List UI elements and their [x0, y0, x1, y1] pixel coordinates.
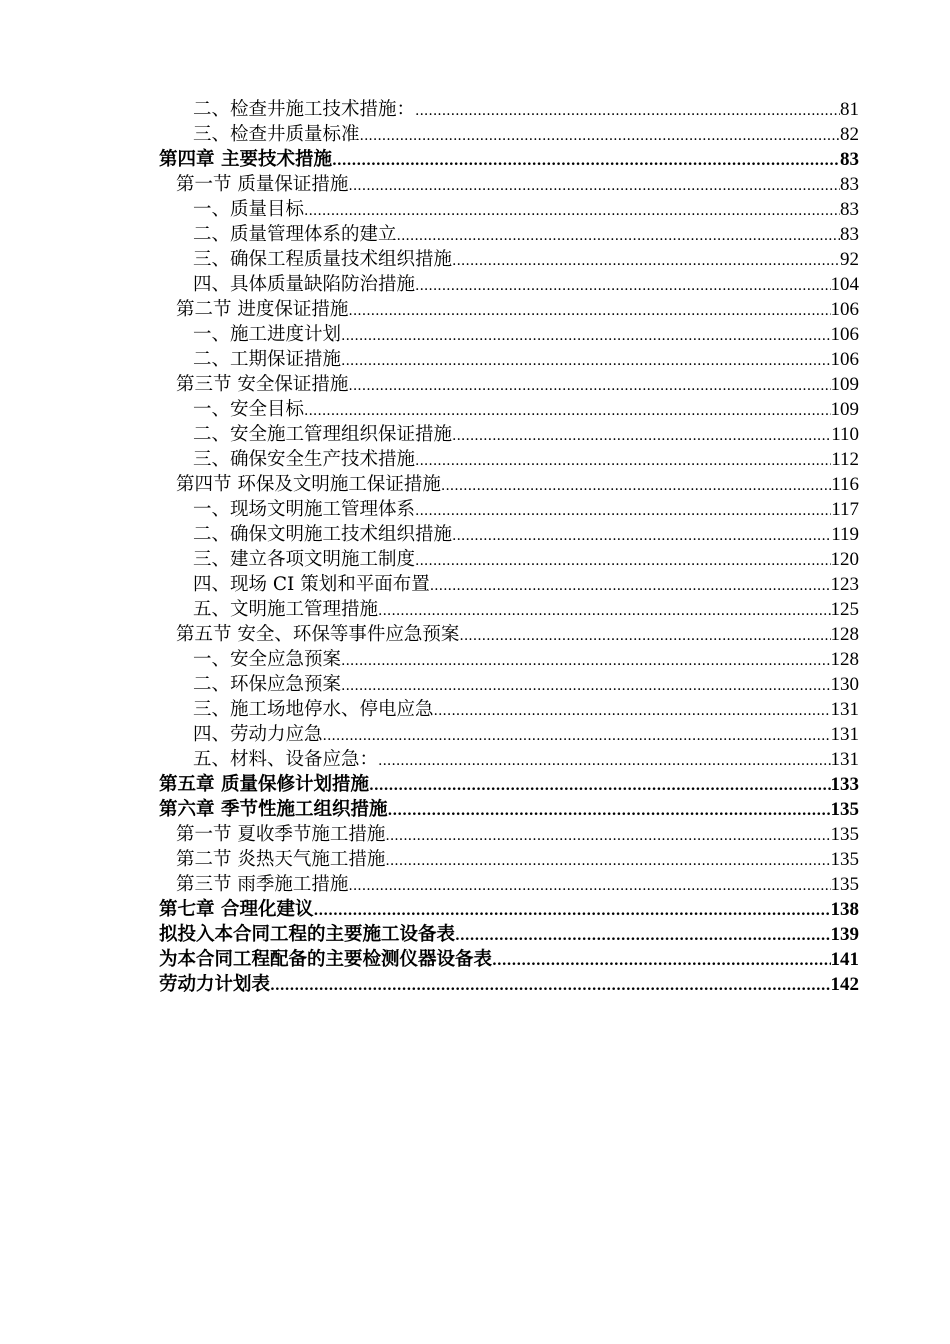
- toc-dot-leader: [492, 949, 830, 974]
- toc-entry-title: 第三节 安全保证措施: [176, 374, 349, 395]
- toc-entry-page-number: 92: [840, 249, 859, 270]
- toc-subsection-entry[interactable]: [159, 322, 859, 347]
- toc-dot-leader: [452, 524, 831, 549]
- toc-section-entry[interactable]: [159, 372, 859, 397]
- toc-entry-title: 五、材料、设备应急：: [193, 749, 379, 770]
- toc-entry-title: 四、具体质量缺陷防治措施: [193, 274, 416, 295]
- toc-dot-leader: [304, 199, 840, 224]
- toc-entry-page-number: 131: [830, 749, 859, 770]
- toc-subsection-entry[interactable]: [159, 697, 859, 722]
- toc-entry-title: 二、检查井施工技术措施：: [193, 99, 416, 120]
- toc-dot-leader: [459, 624, 830, 649]
- toc-entry-page-number: 133: [830, 774, 859, 795]
- toc-chapter-entry[interactable]: [159, 972, 859, 997]
- toc-entry-page-number: 119: [831, 524, 859, 545]
- toc-entry-title: 劳动力计划表: [159, 974, 271, 995]
- toc-entry-page-number: 135: [830, 874, 859, 895]
- toc-entry-page-number: 135: [830, 849, 859, 870]
- toc-dot-leader: [434, 699, 831, 724]
- toc-entry-page-number: 131: [830, 699, 859, 720]
- toc-entry-page-number: 130: [830, 674, 859, 695]
- toc-entry-page-number: 106: [830, 299, 859, 320]
- toc-dot-leader: [348, 374, 830, 399]
- toc-entry-title: 四、现场 CI 策划和平面布置: [193, 574, 430, 595]
- toc-chapter-entry[interactable]: [159, 797, 859, 822]
- toc-dot-leader: [313, 899, 830, 924]
- toc-entry-title: 第四章 主要技术措施: [159, 149, 332, 170]
- toc-entry-title: 第二节 进度保证措施: [176, 299, 349, 320]
- toc-entry-page-number: 141: [830, 949, 859, 970]
- toc-subsection-entry[interactable]: [159, 572, 859, 597]
- toc-dot-leader: [441, 474, 831, 499]
- toc-entry-page-number: 109: [830, 399, 859, 420]
- toc-entry-title: 第三节 雨季施工措施: [176, 874, 349, 895]
- toc-dot-leader: [348, 299, 830, 324]
- toc-dot-leader: [348, 874, 830, 899]
- toc-chapter-entry[interactable]: [159, 147, 859, 172]
- toc-section-entry[interactable]: [159, 822, 859, 847]
- toc-entry-title: 三、检查井质量标准: [193, 124, 360, 145]
- toc-entry-page-number: 125: [830, 599, 859, 620]
- toc-dot-leader: [341, 349, 830, 374]
- toc-entry-title: 一、施工进度计划: [193, 324, 342, 345]
- toc-dot-leader: [369, 774, 831, 799]
- toc-subsection-entry[interactable]: [159, 497, 859, 522]
- toc-subsection-entry[interactable]: [159, 122, 859, 147]
- toc-entry-page-number: 135: [830, 799, 859, 820]
- toc-entry-title: 拟投入本合同工程的主要施工设备表: [159, 924, 456, 945]
- toc-chapter-entry[interactable]: [159, 947, 859, 972]
- toc-dot-leader: [430, 574, 831, 599]
- toc-entry-page-number: 83: [840, 174, 859, 195]
- toc-subsection-entry[interactable]: [159, 272, 859, 297]
- toc-dot-leader: [378, 599, 830, 624]
- toc-entry-title: 第六章 季节性施工组织措施: [159, 799, 388, 820]
- toc-dot-leader: [452, 424, 831, 449]
- toc-subsection-entry[interactable]: [159, 222, 859, 247]
- table-of-contents: [159, 97, 859, 997]
- toc-entry-page-number: 83: [840, 149, 859, 170]
- toc-subsection-entry[interactable]: [159, 422, 859, 447]
- toc-dot-leader: [385, 824, 830, 849]
- toc-entry-page-number: 83: [840, 224, 859, 245]
- toc-entry-page-number: 138: [830, 899, 859, 920]
- toc-entry-title: 一、现场文明施工管理体系: [193, 499, 416, 520]
- toc-entry-page-number: 131: [830, 724, 859, 745]
- toc-subsection-entry[interactable]: [159, 522, 859, 547]
- toc-entry-title: 第四节 环保及文明施工保证措施: [176, 474, 441, 495]
- toc-dot-leader: [385, 849, 830, 874]
- toc-entry-title: 第一节 质量保证措施: [176, 174, 349, 195]
- toc-entry-page-number: 106: [830, 324, 859, 345]
- toc-entry-title: 第一节 夏收季节施工措施: [176, 824, 386, 845]
- toc-entry-title: 一、质量目标: [193, 199, 305, 220]
- toc-entry-page-number: 112: [831, 449, 859, 470]
- toc-section-entry[interactable]: [159, 297, 859, 322]
- toc-chapter-entry[interactable]: [159, 772, 859, 797]
- toc-entry-page-number: 139: [830, 924, 859, 945]
- toc-entry-page-number: 142: [830, 974, 859, 995]
- toc-entry-page-number: 120: [830, 549, 859, 570]
- toc-entry-title: 第五章 质量保修计划措施: [159, 774, 369, 795]
- toc-section-entry[interactable]: [159, 472, 859, 497]
- toc-entry-title: 第二节 炎热天气施工措施: [176, 849, 386, 870]
- toc-entry-page-number: 135: [830, 824, 859, 845]
- toc-entry-page-number: 104: [830, 274, 859, 295]
- toc-entry-page-number: 106: [830, 349, 859, 370]
- toc-subsection-entry[interactable]: [159, 547, 859, 572]
- toc-subsection-entry[interactable]: [159, 447, 859, 472]
- toc-subsection-entry[interactable]: [159, 747, 859, 772]
- toc-subsection-entry[interactable]: [159, 597, 859, 622]
- toc-section-entry[interactable]: [159, 872, 859, 897]
- toc-entry-title: 三、确保安全生产技术措施: [193, 449, 416, 470]
- toc-entry-title: 四、劳动力应急: [193, 724, 323, 745]
- toc-dot-leader: [415, 499, 831, 524]
- toc-dot-leader: [455, 924, 830, 949]
- toc-entry-page-number: 83: [840, 199, 859, 220]
- toc-dot-leader: [332, 149, 840, 174]
- toc-entry-page-number: 123: [830, 574, 859, 595]
- toc-dot-leader: [415, 449, 831, 474]
- toc-dot-leader: [387, 799, 830, 824]
- toc-dot-leader: [341, 649, 830, 674]
- toc-entry-title: 二、确保文明施工技术组织措施: [193, 524, 453, 545]
- toc-entry-page-number: 81: [840, 99, 859, 120]
- toc-entry-page-number: 116: [831, 474, 859, 495]
- toc-section-entry[interactable]: [159, 622, 859, 647]
- toc-subsection-entry[interactable]: [159, 97, 859, 122]
- toc-entry-page-number: 109: [830, 374, 859, 395]
- toc-dot-leader: [360, 124, 840, 149]
- toc-dot-leader: [415, 549, 830, 574]
- toc-entry-title: 二、安全施工管理组织保证措施: [193, 424, 453, 445]
- toc-entry-title: 第五节 安全、环保等事件应急预案: [176, 624, 460, 645]
- toc-entry-title: 二、工期保证措施: [193, 349, 342, 370]
- toc-dot-leader: [378, 749, 830, 774]
- toc-dot-leader: [341, 324, 830, 349]
- toc-entry-title: 二、质量管理体系的建立: [193, 224, 397, 245]
- toc-subsection-entry[interactable]: [159, 197, 859, 222]
- toc-subsection-entry[interactable]: [159, 247, 859, 272]
- toc-entry-page-number: 82: [840, 124, 859, 145]
- toc-entry-title: 第七章 合理化建议: [159, 899, 314, 920]
- toc-chapter-entry[interactable]: [159, 922, 859, 947]
- toc-entry-title: 一、安全目标: [193, 399, 305, 420]
- toc-dot-leader: [415, 274, 830, 299]
- toc-dot-leader: [270, 974, 830, 999]
- toc-entry-title: 二、环保应急预案: [193, 674, 342, 695]
- toc-dot-leader: [341, 674, 830, 699]
- toc-entry-page-number: 117: [831, 499, 859, 520]
- toc-entry-title: 三、确保工程质量技术组织措施: [193, 249, 453, 270]
- toc-entry-title: 为本合同工程配备的主要检测仪器设备表: [159, 949, 493, 970]
- toc-entry-page-number: 128: [830, 649, 859, 670]
- toc-entry-title: 三、施工场地停水、停电应急: [193, 699, 434, 720]
- toc-section-entry[interactable]: [159, 172, 859, 197]
- toc-subsection-entry[interactable]: [159, 397, 859, 422]
- toc-dot-leader: [304, 399, 830, 424]
- toc-dot-leader: [415, 99, 840, 124]
- toc-section-entry[interactable]: [159, 847, 859, 872]
- toc-dot-leader: [397, 224, 840, 249]
- toc-dot-leader: [323, 724, 831, 749]
- toc-subsection-entry[interactable]: [159, 347, 859, 372]
- toc-subsection-entry[interactable]: [159, 647, 859, 672]
- toc-entry-title: 三、建立各项文明施工制度: [193, 549, 416, 570]
- toc-entry-title: 一、安全应急预案: [193, 649, 342, 670]
- toc-dot-leader: [452, 249, 840, 274]
- toc-entry-title: 五、文明施工管理措施: [193, 599, 379, 620]
- toc-chapter-entry[interactable]: [159, 897, 859, 922]
- toc-entry-page-number: 110: [831, 424, 859, 445]
- toc-subsection-entry[interactable]: [159, 722, 859, 747]
- toc-entry-page-number: 128: [830, 624, 859, 645]
- toc-subsection-entry[interactable]: [159, 672, 859, 697]
- toc-dot-leader: [348, 174, 840, 199]
